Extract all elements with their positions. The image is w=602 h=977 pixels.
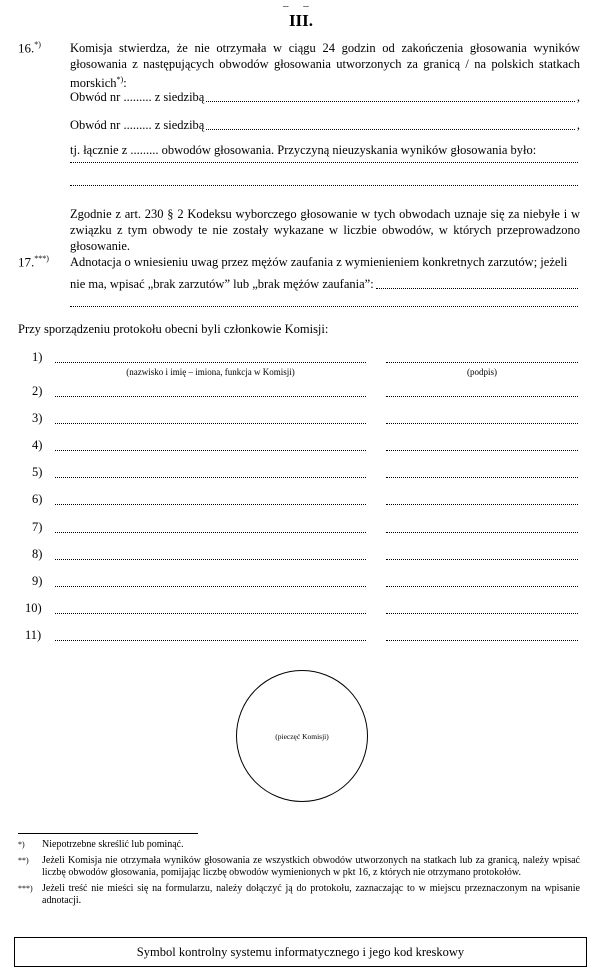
member-signature-field[interactable] — [386, 477, 578, 478]
member-signature-field[interactable] — [386, 423, 578, 424]
footnote-text: Jeżeli Komisja nie otrzymała wyników głosowania ze wszystkich obwodów utworzonych na statkach lub za granicą, należy wpisać liczbę obwodów głosowania, pomijając liczbę obwodów wymienionych w pkt 16, z których nie otrzymano protokołów. — [42, 854, 580, 878]
member-signature-field[interactable] — [386, 450, 578, 451]
footnote-mark: *) — [18, 840, 25, 849]
stamp-circle — [236, 670, 368, 802]
member-name-field[interactable] — [55, 586, 366, 587]
footnote — [18, 855, 580, 880]
member-name-field[interactable] — [55, 532, 366, 533]
item-16-number: 16.*) — [18, 40, 41, 56]
footnote-separator — [18, 833, 198, 834]
total-obwody-line: tj. łącznie z ......... obwodów głosowania. Przyczyną nieuzyskania wyników głosowania było: — [70, 143, 537, 157]
member-name-field[interactable] — [55, 362, 366, 363]
item-17-number: 17.***) — [18, 254, 49, 270]
member-name-field[interactable] — [55, 640, 366, 641]
member-name-field[interactable] — [55, 396, 366, 397]
footnote-mark: **) — [18, 855, 29, 865]
member-row-number: 9) — [32, 574, 43, 588]
label-sign: (podpis) — [467, 367, 497, 377]
member-name-field[interactable] — [55, 613, 366, 614]
members-intro: Przy sporządzeniu protokołu obecni byli członkowie Komisji: — [18, 322, 329, 336]
footnote — [18, 883, 580, 908]
section-title: III. — [288, 11, 314, 30]
footnotes — [18, 839, 580, 911]
member-name-field[interactable] — [55, 450, 366, 451]
member-name-field[interactable] — [55, 504, 366, 505]
member-signature-field[interactable] — [386, 532, 578, 533]
control-symbol-label: Symbol kontrolny systemu informatycznego i jego kod kreskowy — [136, 944, 465, 959]
member-row-number: 4) — [32, 438, 43, 452]
member-name-field[interactable] — [55, 477, 366, 478]
footnote-text: Jeżeli treść nie mieści się na formularzu, należy dołączyć ją do protokołu, zaznaczając to w miejscu przeznaczonym na wpisanie adnotacji. — [42, 882, 580, 906]
member-signature-field[interactable] — [386, 586, 578, 587]
member-signature-field[interactable] — [386, 504, 578, 505]
member-row-number: 6) — [32, 492, 43, 506]
obwod-line-1[interactable]: Obwód nr ......... z siedzibą , — [70, 90, 580, 104]
member-row-number: 5) — [32, 465, 43, 479]
member-row-number: 7) — [32, 520, 43, 534]
item-16-text: Komisja stwierdza, że nie otrzymała w ciągu 24 godzin od zakończenia głosowania wyników głosowania z następujących obwodów głosowania utworzonych za granicą / na polskich statkach morskich*): — [70, 41, 580, 91]
member-name-field[interactable] — [55, 559, 366, 560]
footnote-mark: ***) — [18, 883, 33, 893]
member-signature-field[interactable] — [386, 640, 578, 641]
label-name: (nazwisko i imię – imiona, funkcja w Komisji) — [126, 367, 295, 377]
obwod-1-field[interactable] — [206, 101, 575, 102]
member-signature-field[interactable] — [386, 613, 578, 614]
footnote-text: Niepotrzebne skreślić lub pominąć. — [42, 839, 184, 850]
member-row-number: 2) — [32, 384, 43, 398]
reason-field-2[interactable] — [70, 185, 578, 186]
stamp-label: (pieczęć Komisji) — [275, 731, 329, 741]
obwod-line-2[interactable]: Obwód nr ......... z siedzibą , — [70, 118, 580, 132]
reason-field-1[interactable] — [70, 162, 578, 163]
header-dash: – – — [283, 0, 315, 12]
member-signature-field[interactable] — [386, 559, 578, 560]
member-row-number: 1) — [32, 350, 43, 364]
adnotacja-field-1[interactable] — [376, 288, 578, 289]
member-signature-field[interactable] — [386, 396, 578, 397]
item-17-text: Adnotacja o wniesieniu uwag przez mężów zaufania z wymienieniem konkretnych zarzutów; jeżeli — [70, 255, 568, 269]
zgodnie-paragraph: Zgodnie z art. 230 § 2 Kodeksu wyborczego głosowanie w tych obwodach uznaje się za niebyłe i w związku z tym obwody te nie zostały wykazane w liczbie obwodów, w których przeprowadzono głosowanie. — [70, 207, 580, 253]
obwod-2-field[interactable] — [206, 129, 575, 130]
member-row-number: 8) — [32, 547, 43, 561]
adnotacja-field-2[interactable] — [70, 306, 578, 307]
member-signature-field[interactable] — [386, 362, 578, 363]
member-row-number: 11) — [25, 628, 42, 642]
control-symbol-box — [14, 937, 587, 967]
footnote — [18, 839, 580, 852]
item-17-line[interactable]: nie ma, wpisać „brak zarzutów” lub „brak mężów zaufania”: — [70, 277, 580, 292]
member-row-number: 3) — [32, 411, 43, 425]
member-name-field[interactable] — [55, 423, 366, 424]
member-row-number: 10) — [25, 601, 42, 615]
